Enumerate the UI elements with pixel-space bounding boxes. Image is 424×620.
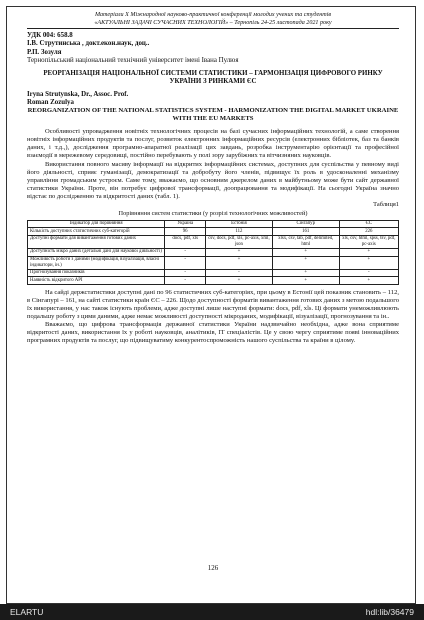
table-cell: Доступні формати для вивантаження готових даних [28, 235, 165, 248]
table-cell: + [272, 269, 339, 277]
table-cell: Кількість доступних статистичних суб-категорій [28, 228, 165, 236]
table-cell: 226 [339, 228, 398, 236]
table-header-row [28, 220, 399, 228]
paragraph: На сайді держстатистики доступні дані по 96 статистичних суб-категоріях, при цьому в Естонії цей показник становить – 112, в Сінгапурі – 161, на сайті статистики країн ЄС – 226. Щодо доступності форматів вивантаження готових даних з метою подальшого їх використання, у нас також існують проблеми, адже доступні лише наступні формати: docs, pdf, xls. Ці формати унеможливлюють подальшу роботу з цими даними, адже немає можливості доступності мікроданих, модифікації, візуалізації, прогнозування та ін.. [27, 288, 399, 321]
table-cell: + [272, 248, 339, 256]
table-caption: Порівняння систем статистики (у розрізі технологічних можливостей) [118, 210, 308, 218]
document-page [27, 12, 399, 572]
table-header-cell: ЄС [339, 220, 398, 228]
header-divider [27, 28, 399, 29]
table-row [28, 248, 399, 256]
table-cell: xls, csv, html, spss, tsv, pdf, pc-axis [339, 235, 398, 248]
table-cell: + [339, 277, 398, 285]
table-cell: + [339, 256, 398, 269]
page-number: 126 [207, 564, 219, 572]
table-cell: - [339, 269, 398, 277]
table-cell: docs, pdf, xls [165, 235, 206, 248]
author-1: І.В. Струтинська , докт.екон.наук, доц.. [27, 40, 150, 48]
author-en-1: Iryna Strutynska, Dr., Assoc. Prof. [27, 90, 129, 98]
table-cell: - [165, 248, 206, 256]
table-cell: - [165, 269, 206, 277]
table-cell: Можливість роботи з даними (модифікація, візуалізація, власні індикатори, ін.) [28, 256, 165, 269]
table-row [28, 277, 399, 285]
author-en-2: Roman Zozulya [27, 98, 74, 106]
table-cell: + [339, 248, 398, 256]
table-cell: - [206, 269, 273, 277]
table-header-cell: Сінгапур [272, 220, 339, 228]
table-cell: Прогнозування показників [28, 269, 165, 277]
table-row [28, 228, 399, 236]
title-en: REORGANIZATION OF THE NATIONAL STATISTICS SYSTEM - HARMONIZATION THE DIGITAL MARKET UKRAINE WITH THE EU MARKETS [27, 107, 399, 123]
table-cell: + [272, 277, 339, 285]
title-ua: РЕОРГАНІЗАЦІЯ НАЦІОНАЛЬНОЇ СИСТЕМИ СТАТИСТИКИ – ГАРМОНІЗАЦІЯ ЦИФРОВОГО РИНКУ УКРАЇНИ З РИНКАМИ ЄС [43, 70, 383, 86]
affiliation: Тернопільський національний технічний університет імені Івана Пулюя [27, 56, 239, 64]
table-header-cell: Естонія [206, 220, 273, 228]
comparison-table [27, 220, 399, 285]
repository-name: ELARTU [10, 607, 44, 617]
table-row [28, 269, 399, 277]
author-2: Р.П. Зозуля [27, 48, 62, 56]
header-line-1: Матеріали X Міжнародної науково-практичної конференції молодих учених та студентів [94, 12, 332, 18]
table-cell: - [165, 256, 206, 269]
table-cell: Доступність мікро даних (детальні дані для наукової діяльності) [28, 248, 165, 256]
table-cell: 96 [165, 228, 206, 236]
handle-link[interactable]: hdl:lib/36479 [365, 607, 414, 617]
paragraph: Особливості упровадження новітніх технологічних процесів на базі сучасних інформаційних технологій, а саме створення новітніх інформаційних продуктів та послуг, розвиток електронних інформаційних ресурсів (електронних бібліотек, баз та банків даних, і т.д.,), дослідження програмно-апаратної реалізації цих завдань, розробка інструментарію орієнтації та професійної взаємодії в мережевому середовищі, постійно перебувають у полі зору зарубіжних та вітчизняних науковців. [27, 128, 399, 160]
table-cell: + [206, 248, 273, 256]
table-number: Таблиця1 [373, 201, 399, 209]
header-line-2: «АКТУАЛЬНІ ЗАДАЧІ СУЧАСНИХ ТЕХНОЛОГІЙ» – Тернопіль 24-25 листопада 2021 року [94, 19, 332, 26]
paragraph: Використання повного масиву інформації на відкритих інформаційних системах, доступних для суспільства у певному виді його діяльності, сприяє гуманізації, демократизації та добробуту його членів, підвищує їх роль в удосконаленні механізму управління громадським устроєм. Саме тому, вважаємо, що основним джерелом даних в майбутньому може бути сайт державної статистики України. Проте, він потребує цифрової трансформації, доопрацювання та модифікації. На сьогодні Україна значно відстає по дослідженню та відкритості даних (табл. 1). [27, 160, 399, 200]
table-cell: 161 [272, 228, 339, 236]
table-header-cell: Україна [165, 220, 206, 228]
table-cell: - [165, 277, 206, 285]
udc-code: УДК 004: 658.8 [27, 32, 73, 40]
table-cell: 112 [206, 228, 273, 236]
paragraph: Вважаємо, що цифрова трансформація державної статистики України надзвичайно необхідна, адже вона сприятиме відкритості даних, використання їх у роботі науковців, аналітиків, IT спеціалістів. Це у свою чергу сприятиме появі інноваційних програмних продуктів та послуг, що підвищуватиму конкурентоспроможність нашого суспільства та країни в цілому. [27, 321, 399, 345]
table-row [28, 235, 399, 248]
table-cell: + [206, 256, 273, 269]
conference-header [27, 12, 399, 27]
table-cell: csv, docs, pdf, xls, pc-axis, xml, json [206, 235, 273, 248]
table-header-cell: Індикатор для порівняння [28, 220, 165, 228]
repository-footer [0, 604, 424, 620]
table-cell: Наявність відкритого API [28, 277, 165, 285]
table-cell: + [272, 256, 339, 269]
table-cell: xlsx, csv, tab, pdf, delimited, html [272, 235, 339, 248]
table-row [28, 256, 399, 269]
table-cell: + [206, 277, 273, 285]
authors-en [27, 91, 399, 107]
article-meta [27, 32, 399, 65]
